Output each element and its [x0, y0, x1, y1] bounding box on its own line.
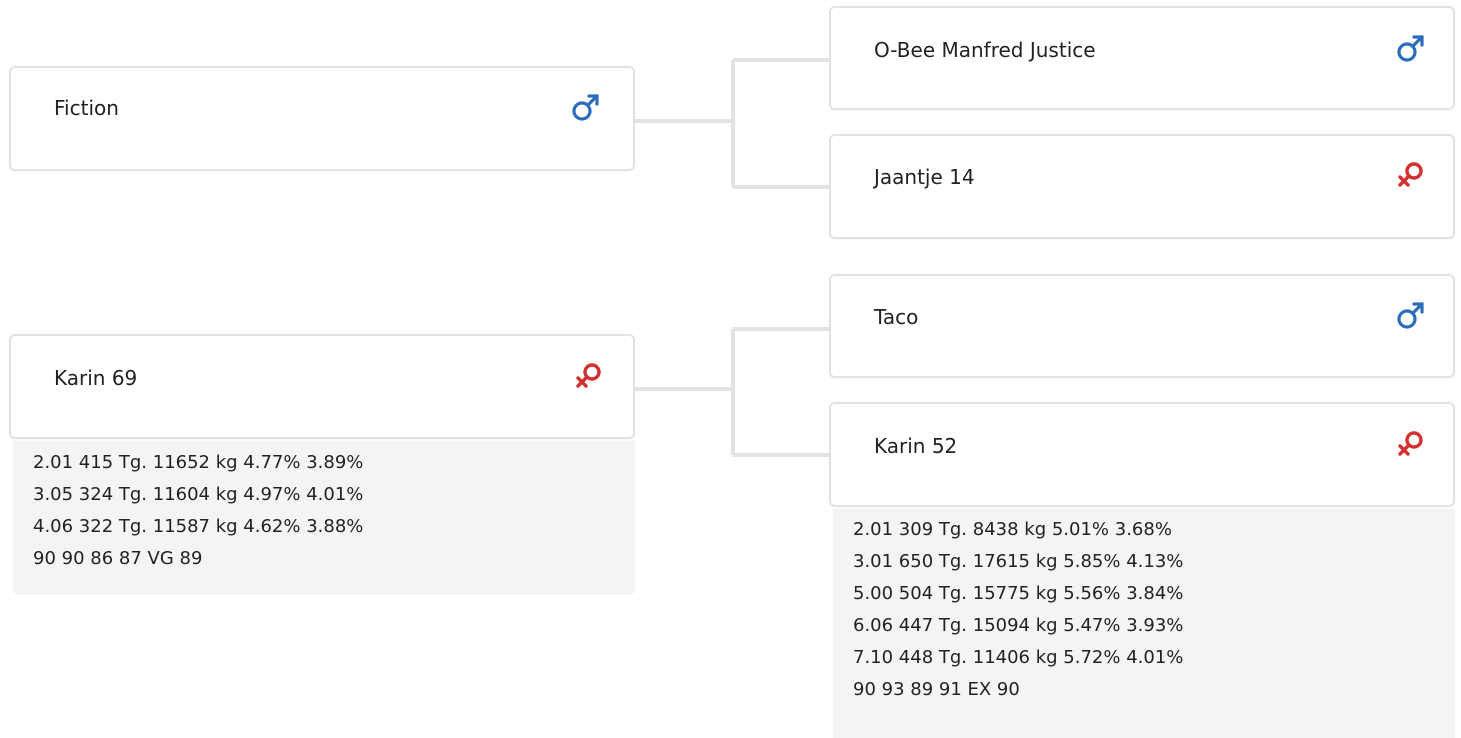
- animal-card-dam-1[interactable]: [829, 134, 1455, 239]
- animal-name: Taco: [874, 305, 919, 329]
- animal-name: Fiction: [54, 96, 119, 120]
- classification-row: 90 93 89 91 EX 90: [853, 679, 1020, 700]
- connector-karin-69: [634, 329, 830, 455]
- animal-name: Jaantje 14: [874, 165, 975, 189]
- performance-record-row: 2.01 309 Tg. 8438 kg 5.01% 3.68%: [853, 519, 1172, 540]
- male-icon: [1396, 33, 1426, 63]
- performance-record-row: 5.00 504 Tg. 15775 kg 5.56% 3.84%: [853, 583, 1184, 604]
- animal-card-sire-1[interactable]: [829, 6, 1455, 110]
- classification-row: 90 90 86 87 VG 89: [33, 548, 203, 569]
- performance-record-row: 4.06 322 Tg. 11587 kg 4.62% 3.88%: [33, 516, 364, 537]
- animal-card-sire-2[interactable]: [829, 274, 1455, 378]
- animal-card-dam-2[interactable]: [829, 402, 1455, 507]
- animal-card-karin-69[interactable]: [9, 334, 635, 439]
- female-icon: [574, 361, 604, 391]
- female-icon: [1396, 429, 1426, 459]
- animal-card-fiction[interactable]: [9, 66, 635, 171]
- performance-record-row: 3.05 324 Tg. 11604 kg 4.97% 4.01%: [33, 484, 364, 505]
- animal-name: O-Bee Manfred Justice: [874, 38, 1096, 62]
- male-icon: [1396, 300, 1426, 330]
- performance-record-row: 3.01 650 Tg. 17615 kg 5.85% 4.13%: [853, 551, 1184, 572]
- performance-record-row: 7.10 448 Tg. 11406 kg 5.72% 4.01%: [853, 647, 1184, 668]
- animal-name: Karin 69: [54, 366, 138, 390]
- female-icon: [1396, 160, 1426, 190]
- male-icon: [571, 92, 601, 122]
- animal-name: Karin 52: [874, 434, 958, 458]
- connector-fiction: [634, 60, 830, 187]
- performance-record-row: 6.06 447 Tg. 15094 kg 5.47% 3.93%: [853, 615, 1184, 636]
- performance-record-row: 2.01 415 Tg. 11652 kg 4.77% 3.89%: [33, 452, 364, 473]
- performance-records: [833, 509, 1455, 738]
- performance-records: [13, 441, 635, 595]
